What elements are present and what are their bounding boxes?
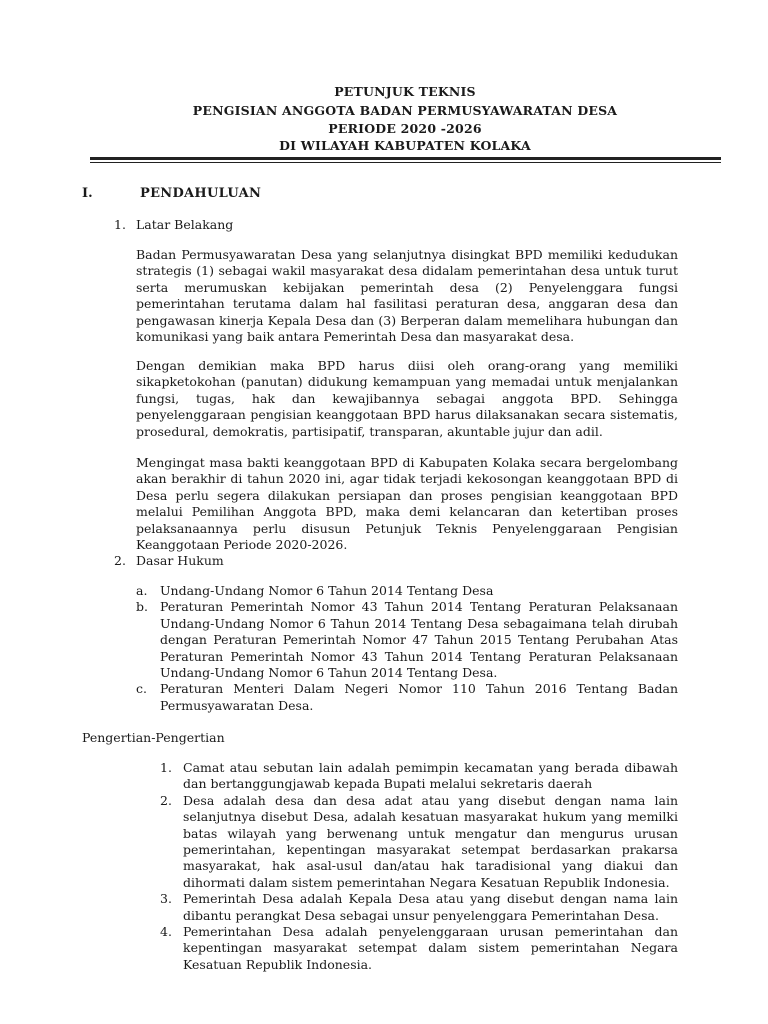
title-rule-thin [90, 162, 721, 163]
definitions-list [160, 760, 678, 973]
subsection-label: Latar Belakang [136, 217, 234, 232]
list-marker: b. [136, 599, 148, 615]
paragraph: Dengan demikian maka BPD harus diisi oleh orang-orang yang memiliki sikapketokohan (panutan) didukung kemampuan yang memadai untuk menjalankan fungsi, tugas, hak dan kewajibannya sebagai anggota BPD. Sehingga penyelenggaraan pengisian keanggotaan BPD harus dilaksanakan secara sistematis, prosedural, demokratis, partisipatif, transparan, akuntable jujur dan adil. [136, 358, 678, 439]
definitions-heading: Pengertian-Pengertian [82, 730, 225, 745]
list-item [136, 583, 678, 599]
doc-title-line-3: PERIODE 2020 -2026 [328, 121, 482, 136]
subsection-label: Dasar Hukum [136, 553, 224, 568]
list-item-text: Pemerintah Desa adalah Kepala Desa atau yang disebut dengan nama lain dibantu perangkat Desa sebagai unsur penyelenggara Pemerintahan Desa. [183, 891, 678, 923]
list-item-text: Peraturan Menteri Dalam Negeri Nomor 110 Tahun 2016 Tentang Badan Permusyawaratan Desa. [160, 681, 678, 713]
list-item-text: Desa adalah desa dan desa adat atau yang disebut dengan nama lain selanjutnya disebut Desa, adalah kesatuan masyarakat hukum yang memilki batas wilayah yang berwenang untuk mengatur dan mengurus urusan pemerintahan, kepentingan masyarakat setempat berdasarkan prakarsa masyarakat, hak asal-usul dan/atau hak taradisional yang diakui dan dihormati dalam sistem pemerintahan Negara Kesatuan Republik Indonesia. [183, 792, 678, 890]
section-title: PENDAHULUAN [140, 186, 262, 201]
list-marker: 3. [160, 891, 172, 907]
doc-title-line-4: DI WILAYAH KABUPATEN KOLAKA [279, 138, 531, 153]
title-rule-thick [90, 157, 721, 160]
doc-title-line-1: PETUNJUK TEKNIS [334, 84, 476, 99]
list-item [136, 599, 678, 681]
list-item-text: Camat atau sebutan lain adalah pemimpin kecamatan yang berada dibawah dan bertanggungjawab kepada Bupati melalui sekretaris daerah [183, 760, 678, 792]
list-item [160, 891, 678, 924]
doc-title-line-2: PENGISIAN ANGGOTA BADAN PERMUSYAWARATAN DESA [192, 103, 618, 118]
list-item [160, 792, 678, 891]
list-item-text: Undang-Undang Nomor 6 Tahun 2014 Tentang Desa [160, 583, 494, 598]
legal-basis-list [136, 583, 678, 714]
paragraph: Badan Permusyawaratan Desa yang selanjutnya disingkat BPD memiliki kedudukan strategis (1) sebagai wakil masyarakat desa didalam pemerintahan desa untuk turut serta merumuskan kebijakan pemerintah desa (2) Penyelenggara fungsi pemerintahan terutama dalam hal fasilitasi peraturan desa, anggaran desa dan pengawasan kinerja Kepala Desa dan (3) Berperan dalam memelihara hubungan dan komunikasi yang baik antara Pemerintah Desa dan masyarakat desa. [136, 247, 678, 345]
list-item [160, 924, 678, 973]
list-item [136, 681, 678, 714]
list-marker: 1. [160, 760, 172, 775]
list-marker: a. [136, 583, 148, 598]
list-item [160, 760, 678, 793]
list-item-text: Pemerintahan Desa adalah penyelenggaraan urusan pemerintahan dan kepentingan masyarakat setempat dalam sistem pemerintahan Negara Kesatuan Republik Indonesia. [183, 924, 678, 972]
subsection-number: 2. [114, 553, 126, 568]
subsection-number: 1. [114, 217, 126, 232]
section-number: I. [82, 186, 93, 201]
list-item-text: Peraturan Pemerintah Nomor 43 Tahun 2014 Tentang Peraturan Pelaksanaan Undang-Undang Nomor 6 Tahun 2014 Tentang Desa sebagaimana telah dirubah dengan Peraturan Pemerintah Nomor 47 Tahun 2015 Tentang Perubahan Atas Peraturan Pemerintah Nomor 43 Tahun 2014 Tentang Peraturan Pelaksanaan Undang-Undang Nomor 6 Tahun 2014 Tentang Desa. [160, 599, 678, 681]
paragraph: Mengingat masa bakti keanggotaan BPD di Kabupaten Kolaka secara bergelombang akan berakhir di tahun 2020 ini, agar tidak terjadi kekosongan keanggotaan BPD di Desa perlu segera dilakukan persiapan dan proses pengisian keanggotaan BPD melalui Pemilihan Anggota BPD, maka demi kelancaran dan ketertiban proses pelaksanaannya perlu disusun Petunjuk Teknis Penyelenggaraan Pengisian Keanggotaan Periode 2020-2026. [136, 455, 678, 553]
list-marker: c. [136, 681, 147, 697]
list-marker: 4. [160, 924, 172, 940]
list-marker: 2. [160, 792, 172, 808]
